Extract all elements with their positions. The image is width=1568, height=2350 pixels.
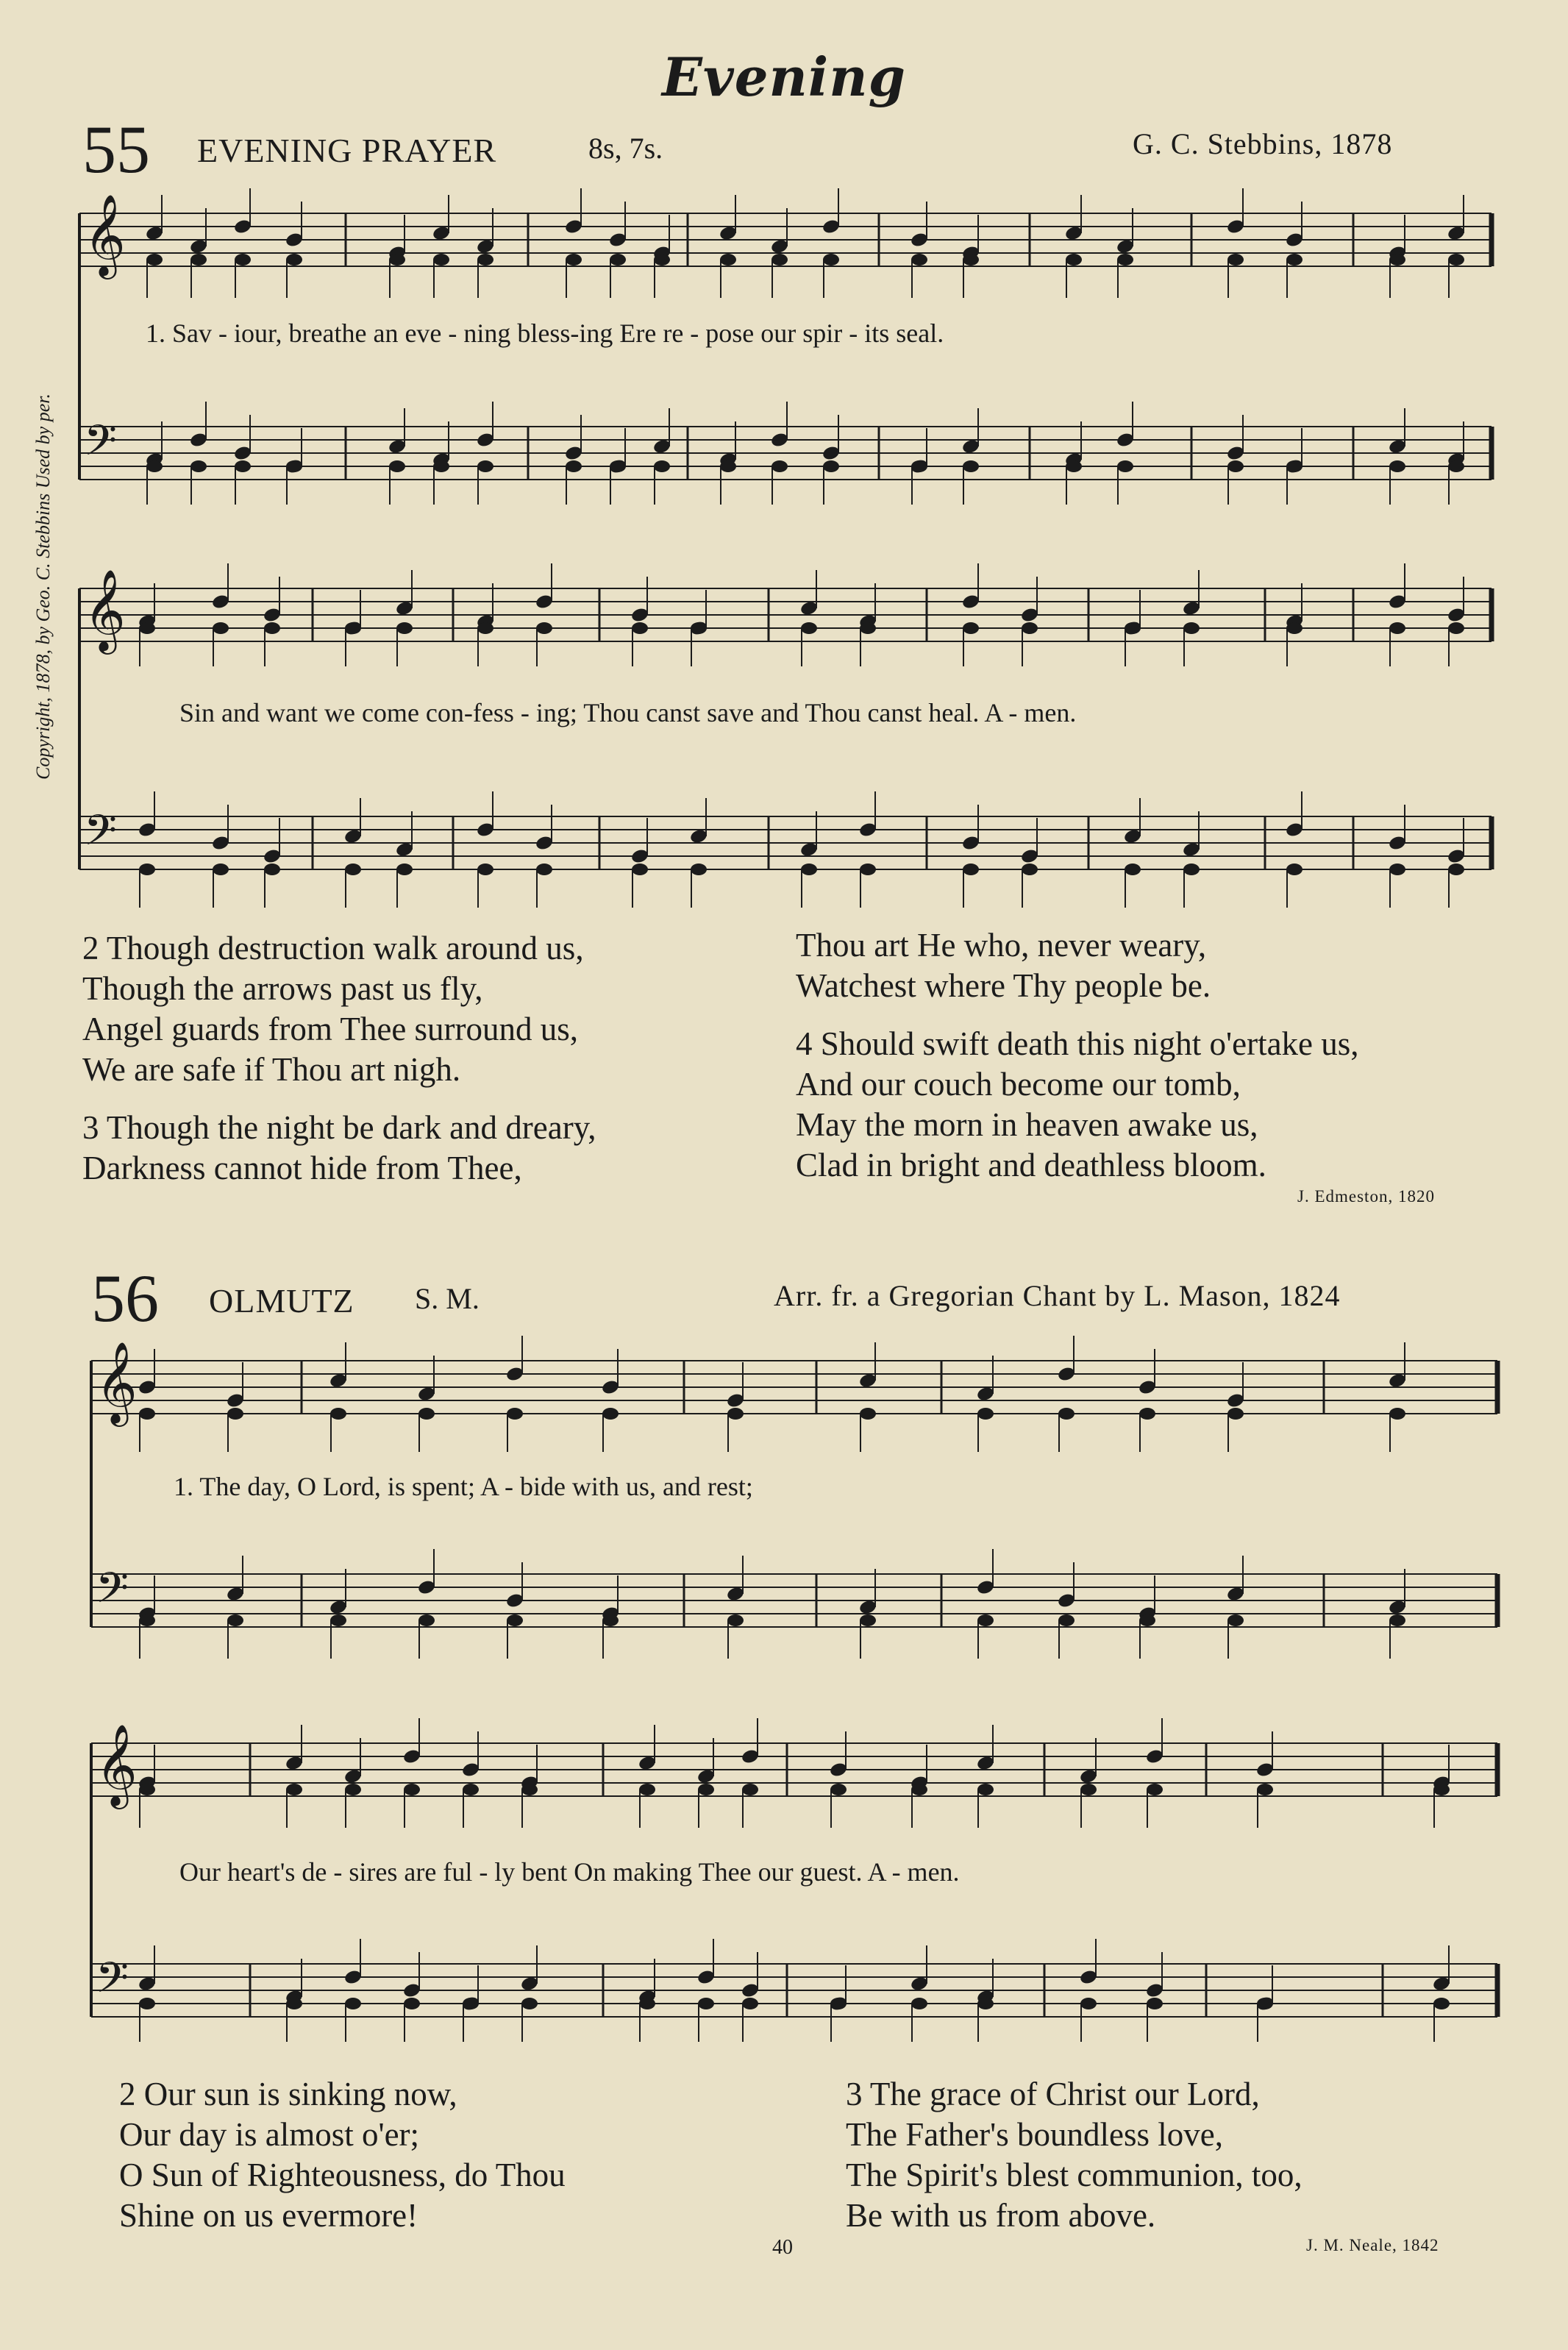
treble-clef: 𝄞 (84, 193, 126, 276)
notehead (1227, 1408, 1244, 1420)
notehead (654, 460, 670, 472)
notehead (911, 1784, 927, 1795)
notehead (639, 1998, 655, 2009)
notehead (286, 254, 302, 266)
notehead (345, 1784, 361, 1795)
hymn-56-tune-name: OLMUTZ (209, 1282, 354, 1320)
notehead (911, 254, 927, 266)
notehead (235, 460, 251, 472)
notehead (1117, 460, 1133, 472)
notehead (139, 622, 155, 634)
notehead (345, 864, 361, 875)
notehead (860, 1614, 876, 1626)
notehead (830, 1784, 847, 1795)
notehead (227, 1614, 243, 1626)
notehead (1066, 254, 1082, 266)
notehead (771, 460, 788, 472)
notehead (1389, 460, 1405, 472)
notehead (330, 1614, 346, 1626)
page-number: 40 (772, 2236, 793, 2259)
notehead (1448, 622, 1464, 634)
verse-line: 3 Though the night be dark and dreary, (82, 1109, 596, 1146)
notehead (418, 1614, 435, 1626)
verse-line: Angel guards from Thee surround us, (82, 1011, 579, 1047)
hymn-55-number: 55 (82, 112, 150, 187)
treble-clef: 𝄞 (96, 1723, 138, 1806)
notehead (433, 254, 449, 266)
verse-line: We are safe if Thou art nigh. (82, 1051, 461, 1088)
notehead (1125, 622, 1141, 634)
bass-clef: 𝄢 (84, 805, 118, 866)
notehead (1183, 864, 1200, 875)
hymn-56-composer: Arr. fr. a Gregorian Chant by L. Mason, 1824 (774, 1279, 1341, 1312)
notehead (146, 254, 163, 266)
notehead (742, 1998, 758, 2009)
section-title: Evening (662, 46, 906, 108)
notehead (433, 460, 449, 472)
notehead (139, 864, 155, 875)
verse-line: 2 Though destruction walk around us, (82, 930, 584, 966)
notehead (345, 622, 361, 634)
notehead (860, 864, 876, 875)
bass-clef: 𝄢 (84, 416, 118, 476)
notehead (521, 1998, 538, 2009)
notehead (977, 1784, 994, 1795)
hymn-55-composer: G. C. Stebbins, 1878 (1133, 127, 1393, 160)
notehead (911, 460, 927, 472)
notehead (1286, 254, 1302, 266)
notehead (1389, 1614, 1405, 1626)
notehead (463, 1784, 479, 1795)
notehead (1389, 254, 1405, 266)
notehead (823, 254, 839, 266)
notehead (566, 460, 582, 472)
notehead (1389, 864, 1405, 875)
notehead (691, 622, 707, 634)
notehead (977, 1998, 994, 2009)
notehead (1139, 1408, 1155, 1420)
notehead (911, 1998, 927, 2009)
notehead (227, 1408, 243, 1420)
notehead (720, 254, 736, 266)
notehead (632, 864, 648, 875)
hymn-55-tune-name: EVENING PRAYER (197, 132, 497, 169)
notehead (1022, 864, 1038, 875)
verse-line: And our couch become our tomb, (796, 1066, 1241, 1103)
treble-clef: 𝄞 (84, 569, 126, 651)
notehead (139, 1998, 155, 2009)
notehead (1066, 460, 1082, 472)
notehead (639, 1784, 655, 1795)
notehead (963, 254, 979, 266)
notehead (286, 1998, 302, 2009)
notehead (190, 460, 207, 472)
notehead (345, 1998, 361, 2009)
notehead (963, 460, 979, 472)
notehead (1448, 460, 1464, 472)
notehead (801, 622, 817, 634)
notehead (963, 622, 979, 634)
notehead (1125, 864, 1141, 875)
notehead (404, 1784, 420, 1795)
notehead (1139, 1614, 1155, 1626)
notehead (404, 1998, 420, 2009)
notehead (1058, 1408, 1075, 1420)
hymn-56-number: 56 (91, 1261, 159, 1336)
notehead (190, 254, 207, 266)
notehead (507, 1408, 523, 1420)
notehead (264, 864, 280, 875)
notehead (477, 622, 493, 634)
verse-line: 3 The grace of Christ our Lord, (846, 2076, 1260, 2112)
verse-line: Though the arrows past us fly, (82, 970, 483, 1007)
notehead (860, 1408, 876, 1420)
notehead (389, 460, 405, 472)
verse-line: May the morn in heaven awake us, (796, 1106, 1258, 1143)
notehead (264, 622, 280, 634)
notehead (720, 460, 736, 472)
notehead (963, 864, 979, 875)
notehead (1389, 622, 1405, 634)
notehead (1257, 1998, 1273, 2009)
notehead (1227, 460, 1244, 472)
notehead (1257, 1784, 1273, 1795)
hymn-55-lyrics-line-2: Sin and want we come con-fess - ing; Thou canst save and Thou canst heal. A - men. (179, 698, 1077, 727)
notehead (1058, 1614, 1075, 1626)
notehead (632, 622, 648, 634)
notehead (1448, 864, 1464, 875)
verse-line: Our day is almost o'er; (119, 2116, 420, 2153)
bass-clef: 𝄢 (96, 1563, 129, 1623)
hymn-56-author: J. M. Neale, 1842 (1306, 2236, 1439, 2254)
copyright-notice: Copyright, 1878, by Geo. C. Stebbins Used by per. (32, 393, 54, 780)
notehead (396, 864, 413, 875)
notehead (1433, 1998, 1450, 2009)
notehead (213, 622, 229, 634)
notehead (1080, 1784, 1097, 1795)
notehead (536, 864, 552, 875)
notehead (1147, 1784, 1163, 1795)
hymn-55-meter: 8s, 7s. (588, 132, 663, 165)
notehead (139, 1408, 155, 1420)
notehead (727, 1614, 744, 1626)
notehead (286, 460, 302, 472)
notehead (1117, 254, 1133, 266)
notehead (771, 254, 788, 266)
notehead (977, 1408, 994, 1420)
notehead (139, 1614, 155, 1626)
notehead (1147, 1998, 1163, 2009)
verse-line: O Sun of Righteousness, do Thou (119, 2157, 566, 2193)
bass-clef: 𝄢 (96, 1953, 129, 2013)
notehead (235, 254, 251, 266)
notehead (477, 460, 493, 472)
verse-line: Darkness cannot hide from Thee, (82, 1150, 522, 1186)
hymn-56-lyrics-line-2: Our heart's de - sires are ful - ly bent On making Thee our guest. A - men. (179, 1857, 960, 1887)
notehead (286, 1784, 302, 1795)
notehead (477, 254, 493, 266)
notehead (536, 622, 552, 634)
verse-line: 4 Should swift death this night o'ertake us, (796, 1025, 1359, 1062)
notehead (602, 1408, 619, 1420)
hymn-55-lyrics-line-1: 1. Sav - iour, breathe an eve - ning bless-ing Ere re - pose our spir - its seal. (146, 318, 944, 348)
notehead (1183, 622, 1200, 634)
verse-line: Shine on us evermore! (119, 2197, 418, 2234)
notehead (1286, 622, 1302, 634)
notehead (418, 1408, 435, 1420)
verse-line: Watchest where Thy people be. (796, 967, 1211, 1004)
notehead (1286, 864, 1302, 875)
notehead (146, 460, 163, 472)
notehead (1080, 1998, 1097, 2009)
notehead (610, 460, 626, 472)
notehead (823, 460, 839, 472)
notehead (830, 1998, 847, 2009)
verse-line: Thou art He who, never weary, (796, 927, 1207, 964)
verse-line: The Spirit's blest communion, too, (846, 2157, 1302, 2193)
notehead (507, 1614, 523, 1626)
notehead (698, 1784, 714, 1795)
notehead (977, 1614, 994, 1626)
notehead (742, 1784, 758, 1795)
notehead (1286, 460, 1302, 472)
notehead (1433, 1784, 1450, 1795)
notehead (602, 1614, 619, 1626)
notehead (477, 864, 493, 875)
notehead (698, 1998, 714, 2009)
verse-line: Be with us from above. (846, 2197, 1156, 2234)
notehead (1022, 622, 1038, 634)
notehead (389, 254, 405, 266)
notehead (1389, 1408, 1405, 1420)
notehead (801, 864, 817, 875)
notehead (396, 622, 413, 634)
notehead (1448, 254, 1464, 266)
notehead (1227, 254, 1244, 266)
notehead (1227, 1614, 1244, 1626)
hymn-56-lyrics-line-1: 1. The day, O Lord, is spent; A - bide with us, and rest; (174, 1472, 753, 1501)
notehead (463, 1998, 479, 2009)
hymn-55-author: J. Edmeston, 1820 (1297, 1187, 1435, 1206)
notehead (213, 864, 229, 875)
notehead (139, 1784, 155, 1795)
verse-line: Clad in bright and deathless bloom. (796, 1147, 1266, 1183)
verse-line: 2 Our sun is sinking now, (119, 2076, 457, 2112)
notehead (654, 254, 670, 266)
notehead (330, 1408, 346, 1420)
notehead (566, 254, 582, 266)
hymn-56-meter: S. M. (415, 1282, 480, 1315)
notehead (521, 1784, 538, 1795)
notehead (727, 1408, 744, 1420)
treble-clef: 𝄞 (96, 1341, 138, 1423)
notehead (860, 622, 876, 634)
notehead (691, 864, 707, 875)
notehead (610, 254, 626, 266)
verse-line: The Father's boundless love, (846, 2116, 1224, 2153)
